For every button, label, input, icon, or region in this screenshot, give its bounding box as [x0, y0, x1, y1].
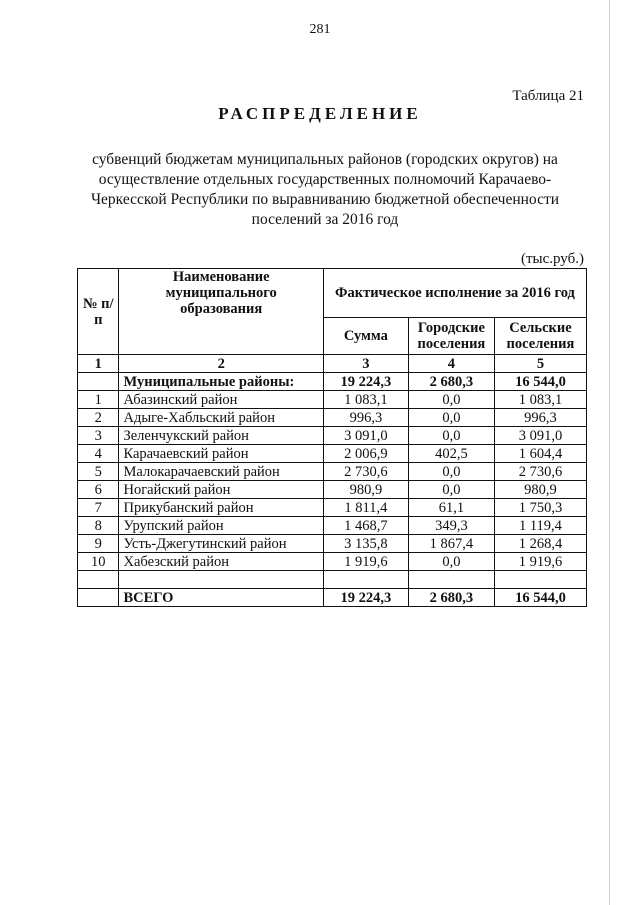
table-row	[78, 409, 587, 427]
empty-cell	[78, 589, 119, 607]
row-city: 0,0	[408, 391, 494, 409]
row-city: 0,0	[408, 409, 494, 427]
row-name: Малокарачаевский район	[119, 463, 323, 481]
row-name: Ногайский район	[119, 481, 323, 499]
table-row	[78, 553, 587, 571]
subtitle-line: Черкесской Республики по выравниванию бюджетной обеспеченности	[90, 191, 560, 208]
header-row	[78, 269, 587, 318]
row-name: Абазинский район	[119, 391, 323, 409]
row-num: 7	[78, 499, 119, 517]
districts-total-sum: 19 224,3	[323, 373, 408, 391]
row-city: 0,0	[408, 427, 494, 445]
empty-cell	[78, 571, 119, 589]
row-num: 8	[78, 517, 119, 535]
row-name: Адыге-Хабльский район	[119, 409, 323, 427]
column-numbers-row	[78, 355, 587, 373]
header-group: Фактическое исполнение за 2016 год	[323, 269, 586, 318]
document-title: РАСПРЕДЕЛЕНИЕ	[218, 104, 422, 123]
grand-total-name: ВСЕГО	[119, 589, 323, 607]
grand-total-rural: 16 544,0	[494, 589, 586, 607]
grand-total-row	[78, 589, 587, 607]
column-number: 5	[494, 355, 586, 373]
table-row	[78, 427, 587, 445]
table-row	[78, 391, 587, 409]
row-sum: 2 730,6	[323, 463, 408, 481]
row-num: 1	[78, 391, 119, 409]
header-name: Наименование муниципального образования	[119, 269, 323, 355]
districts-total-city: 2 680,3	[408, 373, 494, 391]
row-sum: 980,9	[323, 481, 408, 499]
districts-total-row	[78, 373, 587, 391]
row-sum: 2 006,9	[323, 445, 408, 463]
header-num: № п/п	[78, 269, 119, 355]
table-row	[78, 481, 587, 499]
column-number: 3	[323, 355, 408, 373]
row-rural: 1 604,4	[494, 445, 586, 463]
header-rural: Сельские поселения	[494, 318, 586, 355]
empty-cell	[408, 571, 494, 589]
document-subtitle	[90, 150, 560, 230]
row-rural: 996,3	[494, 409, 586, 427]
row-rural: 3 091,0	[494, 427, 586, 445]
table-row	[78, 517, 587, 535]
row-num: 3	[78, 427, 119, 445]
row-name: Хабезский район	[119, 553, 323, 571]
row-name: Прикубанский район	[119, 499, 323, 517]
row-rural: 2 730,6	[494, 463, 586, 481]
table-label: Таблица 21	[512, 88, 584, 104]
row-sum: 1 083,1	[323, 391, 408, 409]
subtitle-line: осуществление отдельных государственных полномочий Карачаево-	[98, 171, 552, 188]
row-sum: 1 468,7	[323, 517, 408, 535]
row-num: 9	[78, 535, 119, 553]
table-body	[78, 269, 587, 607]
row-city: 1 867,4	[408, 535, 494, 553]
districts-total-name: Муниципальные районы:	[119, 373, 323, 391]
row-name: Урупский район	[119, 517, 323, 535]
empty-cell	[119, 571, 323, 589]
table-row	[78, 463, 587, 481]
row-rural: 980,9	[494, 481, 586, 499]
empty-cell	[494, 571, 586, 589]
row-num: 5	[78, 463, 119, 481]
row-city: 0,0	[408, 481, 494, 499]
row-city: 402,5	[408, 445, 494, 463]
grand-total-city: 2 680,3	[408, 589, 494, 607]
subtitle-line: субвенций бюджетам муниципальных районов (городских округов) на	[92, 151, 558, 168]
column-number: 1	[78, 355, 119, 373]
row-sum: 1 811,4	[323, 499, 408, 517]
units-label: (тыс.руб.)	[520, 251, 584, 267]
empty-cell	[323, 571, 408, 589]
row-num: 10	[78, 553, 119, 571]
page-number: 281	[309, 22, 331, 37]
row-num: 6	[78, 481, 119, 499]
row-name: Усть-Джегутинский район	[119, 535, 323, 553]
districts-total-rural: 16 544,0	[494, 373, 586, 391]
column-number: 4	[408, 355, 494, 373]
row-rural: 1 919,6	[494, 553, 586, 571]
row-city: 0,0	[408, 463, 494, 481]
row-num: 2	[78, 409, 119, 427]
row-name: Зеленчукский район	[119, 427, 323, 445]
table-row	[78, 499, 587, 517]
column-number: 2	[119, 355, 323, 373]
distribution-table	[77, 268, 587, 607]
table-row	[78, 445, 587, 463]
grand-total-sum: 19 224,3	[323, 589, 408, 607]
row-sum: 1 919,6	[323, 553, 408, 571]
row-rural: 1 268,4	[494, 535, 586, 553]
row-rural: 1 083,1	[494, 391, 586, 409]
spacer-row	[78, 571, 587, 589]
header-sum: Сумма	[323, 318, 408, 355]
row-city: 349,3	[408, 517, 494, 535]
row-rural: 1 750,3	[494, 499, 586, 517]
row-sum: 3 135,8	[323, 535, 408, 553]
page-edge-line	[609, 0, 610, 905]
row-city: 0,0	[408, 553, 494, 571]
row-num: 4	[78, 445, 119, 463]
row-city: 61,1	[408, 499, 494, 517]
table-row	[78, 535, 587, 553]
row-sum: 3 091,0	[323, 427, 408, 445]
subtitle-line: поселений за 2016 год	[251, 211, 399, 228]
row-rural: 1 119,4	[494, 517, 586, 535]
row-sum: 996,3	[323, 409, 408, 427]
row-name: Карачаевский район	[119, 445, 323, 463]
header-city: Городские поселения	[408, 318, 494, 355]
